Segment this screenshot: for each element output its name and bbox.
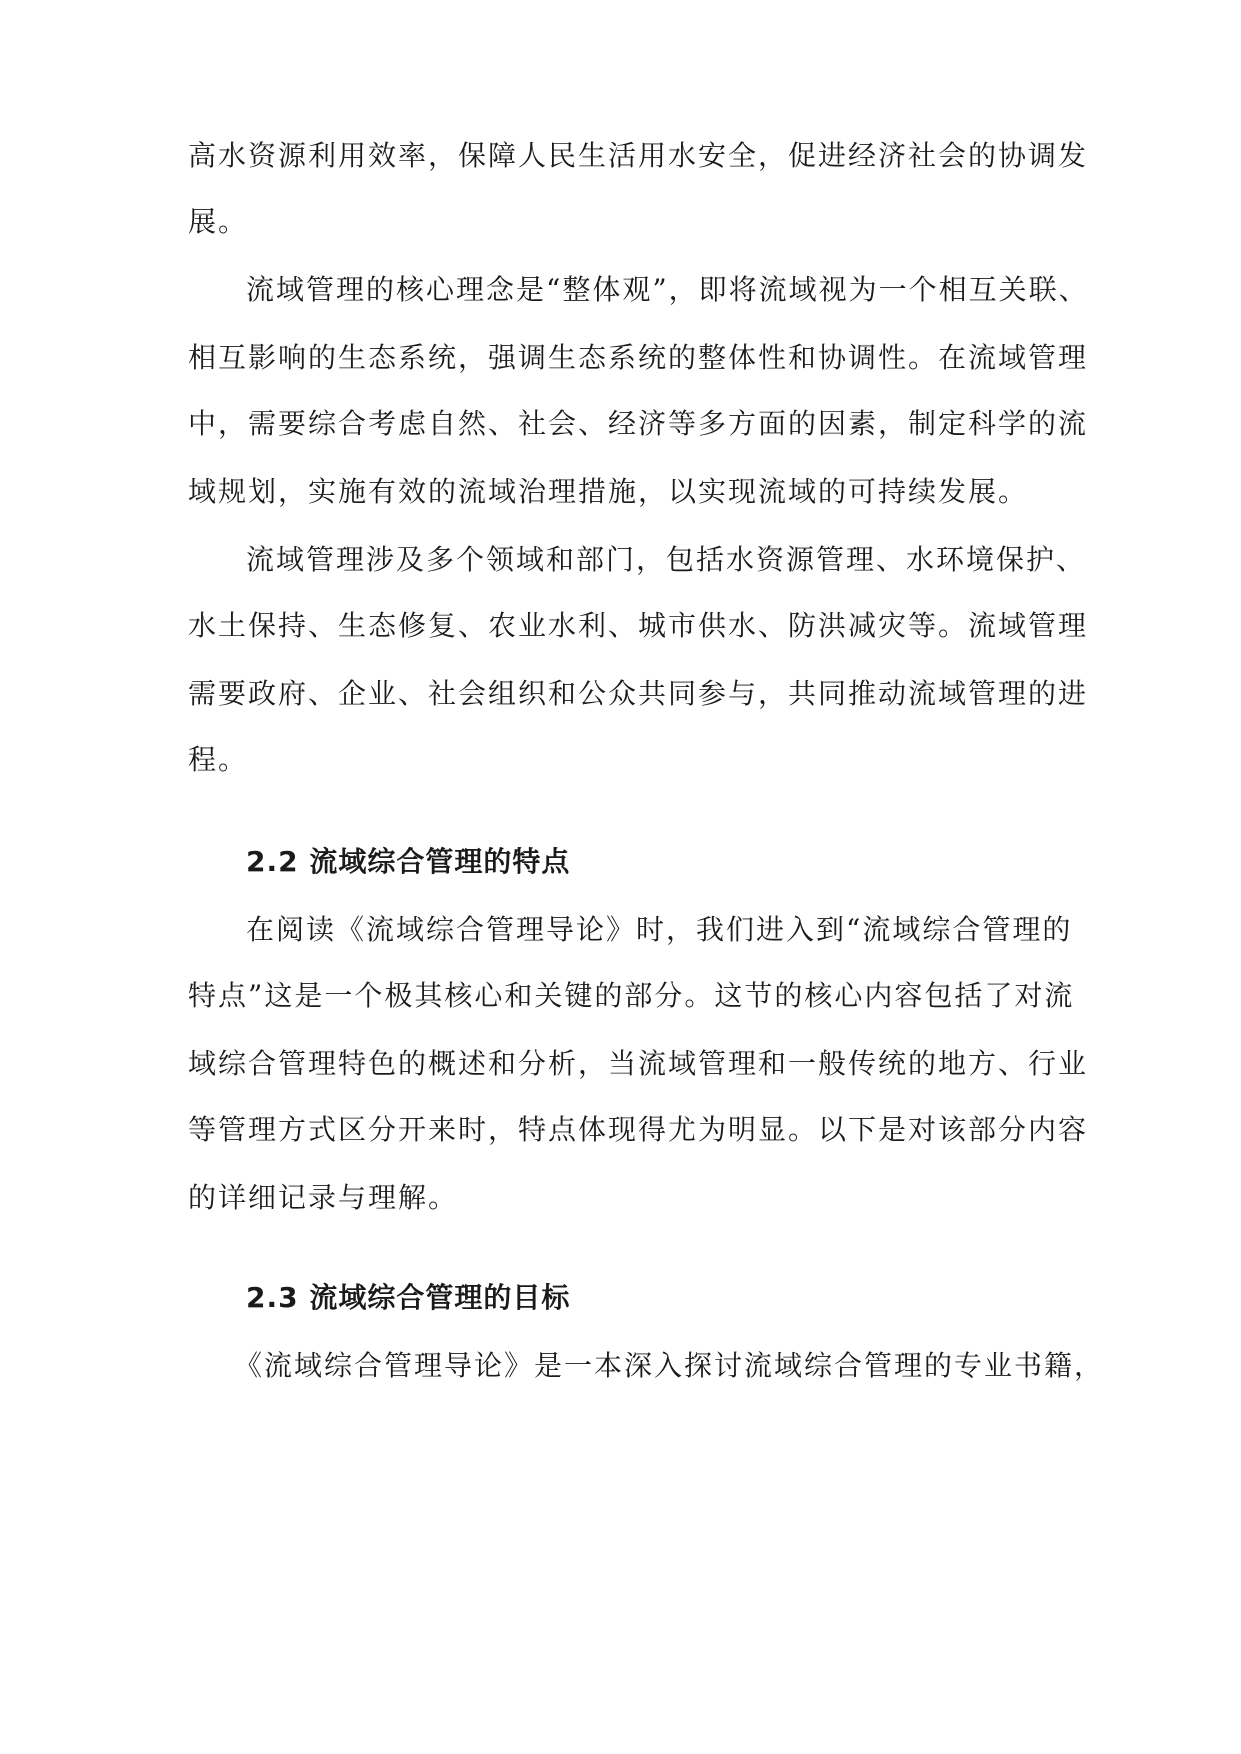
section-2-3-line-1: 《流域综合管理导论》是一本深入探讨流域综合管理的专业书籍， [234, 1349, 1105, 1382]
section-2-3-heading: 2.3 流域综合管理的目标 [246, 1281, 571, 1314]
paragraph-2-line-4: 域规划，实施有效的流域治理措施，以实现流域的可持续发展。 [188, 475, 1029, 508]
paragraph-3-line-4: 程。 [188, 743, 249, 776]
section-2-2-line-1: 在阅读《流域综合管理导论》时，我们进入到“流域综合管理的 [246, 913, 1073, 946]
paragraph-1-line-1: 高水资源利用效率，保障人民生活用水安全，促进经济社会的协调发 [188, 139, 1089, 172]
paragraph-3-line-3: 需要政府、企业、社会组织和公众共同参与，共同推动流域管理的进 [188, 677, 1089, 710]
section-2-2-line-3: 域综合管理特色的概述和分析，当流域管理和一般传统的地方、行业 [188, 1047, 1089, 1080]
paragraph-3-line-2: 水土保持、生态修复、农业水利、城市供水、防洪减灾等。流域管理 [188, 609, 1089, 642]
paragraph-1-line-2: 展。 [188, 205, 249, 238]
paragraph-2-line-3: 中，需要综合考虑自然、社会、经济等多方面的因素，制定科学的流 [188, 407, 1089, 440]
section-2-2-line-5: 的详细记录与理解。 [188, 1181, 459, 1214]
section-2-2-heading: 2.2 流域综合管理的特点 [246, 845, 571, 878]
section-2-2-line-4: 等管理方式区分开来时，特点体现得尤为明显。以下是对该部分内容 [188, 1113, 1089, 1146]
paragraph-2-line-2: 相互影响的生态系统，强调生态系统的整体性和协调性。在流域管理 [188, 341, 1089, 374]
section-2-2-line-2: 特点”这是一个极其核心和关键的部分。这节的核心内容包括了对流 [188, 979, 1075, 1012]
paragraph-3-line-1: 流域管理涉及多个领域和部门，包括水资源管理、水环境保护、 [246, 543, 1087, 576]
paragraph-2-line-1: 流域管理的核心理念是“整体观”，即将流域视为一个相互关联、 [246, 273, 1089, 306]
